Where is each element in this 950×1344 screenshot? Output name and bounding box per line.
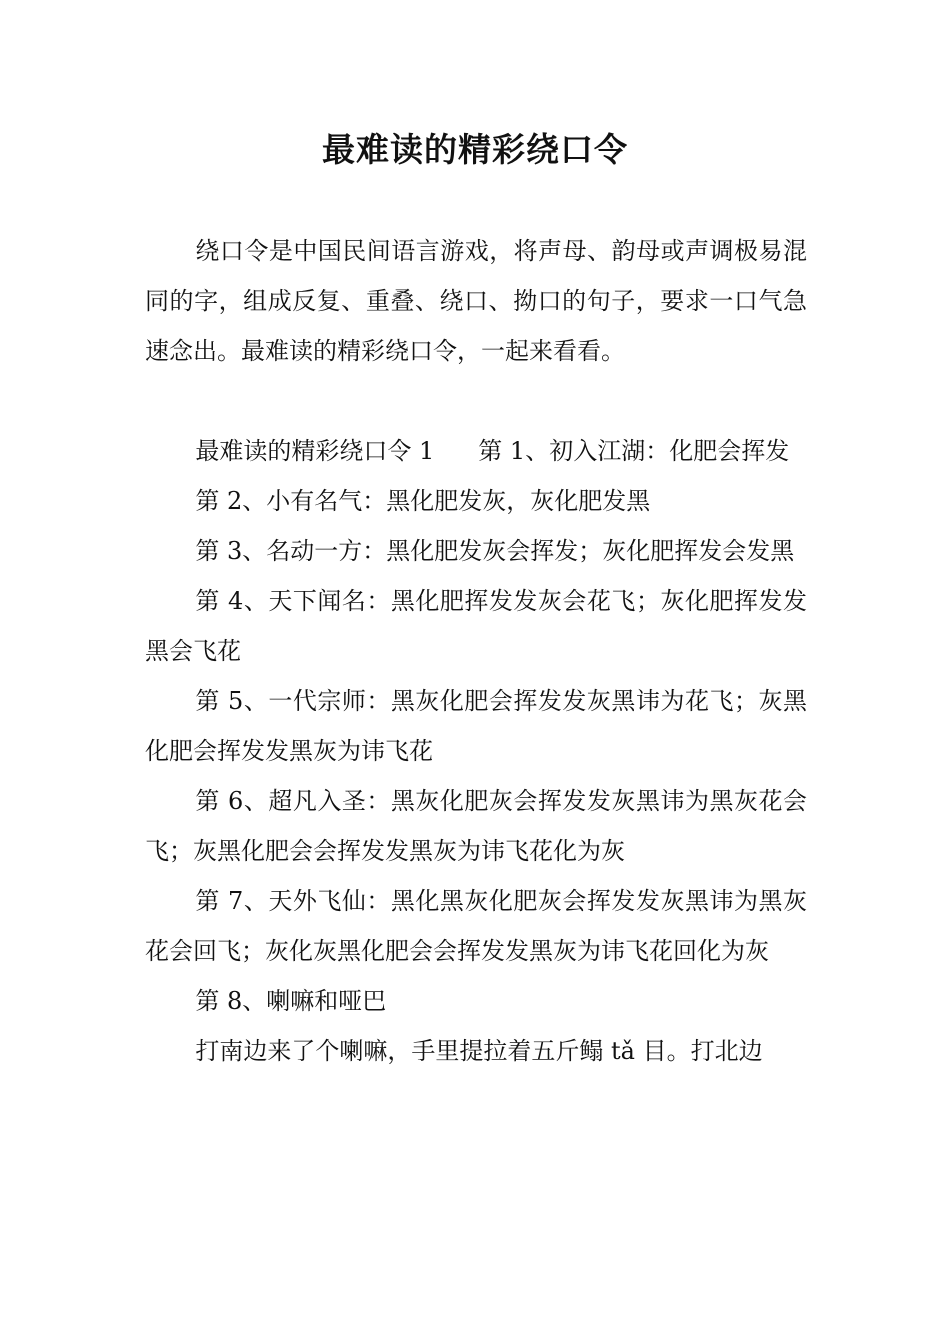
document-body [145,226,807,1076]
paragraph-6: 第 6、超凡入圣：黑灰化肥灰会挥发发灰黑讳为黑灰花会飞；灰黑化肥会会挥发发黑灰为讳飞花化为灰 [145,787,807,865]
paragraph-7: 第 7、天外飞仙：黑化黑灰化肥灰会挥发发灰黑讳为黑灰花会回飞；灰化灰黑化肥会会挥发发黑灰为讳飞花回化为灰 [145,887,807,965]
document-title: 最难读的精彩绕口令 [322,130,628,169]
paragraph-4: 第 4、天下闻名：黑化肥挥发发灰会花飞；灰化肥挥发发黑会飞花 [145,587,807,665]
paragraph-8: 第 8、喇嘛和哑巴 [195,987,387,1015]
paragraph-3: 第 3、名动一方：黑化肥发灰会挥发；灰化肥挥发会发黑 [195,537,795,565]
intro-paragraph: 绕口令是中国民间语言游戏，将声母、韵母或声调极易混同的字，组成反复、重叠、绕口、拗口的句子，要求一口气急速念出。最难读的精彩绕口令，一起来看看。 [145,237,807,365]
paragraph-1-text: 第 1、初入江湖：化肥会挥发 [478,437,790,465]
section-heading: 最难读的精彩绕口令 1 [195,437,435,465]
paragraph-2: 第 2、小有名气：黑化肥发灰，灰化肥发黑 [195,487,651,515]
paragraph-9: 打南边来了个喇嘛，手里提拉着五斤鳎 tǎ 目。打北边 [195,1037,763,1065]
paragraph-1 [145,426,807,476]
paragraph-5: 第 5、一代宗师：黑灰化肥会挥发发灰黑讳为花飞；灰黑化肥会挥发发黑灰为讳飞花 [145,687,807,765]
